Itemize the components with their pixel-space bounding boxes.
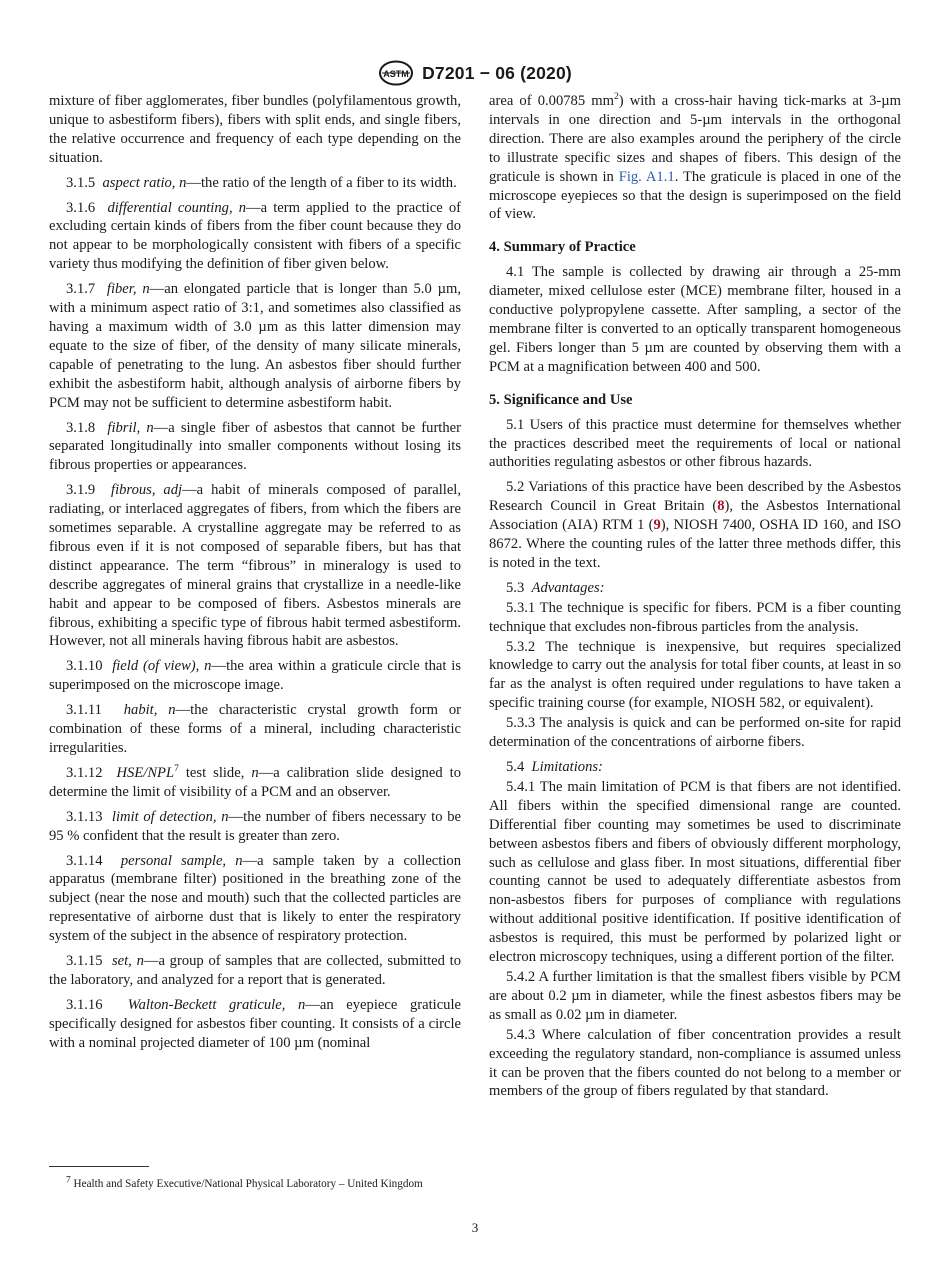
paragraph-5-4-3: 5.4.3 Where calculation of fiber concentration provides a result exceeding the regulatory standard, non-compliance is assumed unless it can be proven that the fibers counted do not belong to a member or members of the group of fibers regulated by that standard. — [489, 1026, 901, 1100]
paragraph-continued: mixture of fiber agglomerates, fiber bundles (polyfilamentous growth, unique to asbestiform fibers), fibers with split ends, and single fibers, the relative occurrence and frequency of each type depending on the situation. — [49, 93, 461, 166]
definition-3-1-12: 3.1.12 HSE/NPL$^7$ test slide, n—a calibration slide designed to determine the limit of visibility of a PCM and an observer. — [49, 764, 461, 800]
reference-link-8[interactable]: 8 — [717, 498, 725, 515]
left-column — [49, 92, 461, 1059]
paragraph-5-3: 5.3 Advantages: — [506, 579, 605, 596]
section-heading-5: 5. Significance and Use — [489, 391, 633, 408]
paragraph-5-2: 5.2 Variations of this practice have been described by the Asbestos Research Council in Great Britain (8), the Asbestos International Association (AIA) RTM 1 (9), NIOSH 7400, OSHA ID 160, and ISO 8672. Where the counting rules of the latter three methods differ, this is noted in the text. — [489, 479, 901, 571]
footnote: $^7$ Health and Safety Executive/National Physical Laboratory – United Kingdom — [66, 1175, 423, 1190]
definition-3-1-7: 3.1.7 fiber, n—an elongated particle that is longer than 5.0 µm, with a minimum aspect ratio of 3:1, and sometimes also classified as having a maximum width of 3.0 µm as this latter dimension may equate to the size of fiber, of the density of many silicate minerals, capable of penetrating to the lung. An asbestos fiber should further exhibit the asbestiform habit, although analysis of airborne fibers by PCM may not be sufficient to determine asbestiform habit. — [49, 281, 462, 411]
right-column — [489, 92, 901, 1102]
definition-3-1-16: 3.1.16 Walton-Beckett graticule, n—an eyepiece graticule specifically designed for asbestos fiber counting. It consists of a circle with a nominal projected diameter of 100 µm (nominal — [49, 996, 462, 1051]
definition-3-1-13: 3.1.13 limit of detection, n—the number of fibers necessary to be 95 % confident that the result is greater than zero. — [49, 808, 461, 844]
paragraph-5-4: 5.4 Limitations: — [506, 759, 603, 775]
paragraph-5-3-2: 5.3.2 The technique is inexpensive, but requires specialized knowledge to carry out the analysis for total fiber counts, at least in so far as the analyst is often required under regulations to have taken a specific training course (for example, NIOSH 582, or equivalent). — [489, 638, 901, 712]
paragraph-5-3-3: 5.3.3 The analysis is quick and can be performed on-site for rapid determination of the concentrations of airborne fibers. — [489, 715, 901, 751]
footnote-divider — [49, 1166, 149, 1167]
paragraph-5-4-2: 5.4.2 A further limitation is that the smallest fibers visible by PCM are about 0.2 µm in diameter, while the finest asbestos fibers may be as small as 0.02 µm in diameter. — [489, 968, 901, 1023]
svg-text:ASTM: ASTM — [383, 69, 409, 79]
figure-link[interactable]: Fig. A1.1 — [618, 168, 675, 185]
definition-3-1-10: 3.1.10 field (of view), n—the area within a graticule circle that is superimposed on the microscope image. — [49, 658, 461, 694]
paragraph-5-3-1: 5.3.1 The technique is specific for fibers. PCM is a fiber counting technique that excludes non-fibrous particles from the analysis. — [489, 599, 901, 635]
paragraph-continued: area of 0.00785 $mm^2$) with a cross-hair having tick-marks at 3-µm intervals in one direction and 5-µm intervals in the orthogonal direction. There are also examples around the periphery of the circle to illustrate specific sizes and shapes of fibers. This design of the graticule is shown in Fig. A1.1. The graticule is placed in one of the microscope eyepieces so that the design is superimposed on the field of view. — [489, 92, 901, 223]
definition-3-1-9: 3.1.9 fibrous, adj—a habit of minerals composed of parallel, radiating, or interlaced aggregates of fibers, from which the fibers are sometimes separable. A crystalline aggregate may be referred to as fibrous even if it is not composed of separable fibers, but has that distinct appearance. The term “fibrous” in mineralogy is used to describe aggregates of mineral grains that crystallize in a needle-like habit and appear to be composed of fibers. Asbestos minerals are fibrous, exhibiting a specific type of fibrous habit termed asbestiform. However, not all minerals having fibrous habit are asbestos. — [49, 482, 461, 650]
definition-3-1-11: 3.1.11 habit, n—the characteristic crystal growth form or combination of these forms of a mineral, including characteristic irregularities. — [49, 702, 462, 756]
paragraph-4-1: 4.1 The sample is collected by drawing air through a 25-mm diameter, mixed cellulose ester (MCE) membrane filter, housed in a conductive polypropylene cassette. After sampling, a sector of the membrane filter is converted to an optically transparent homogeneous gel. Fibers longer than 5 µm are counted by observing them with a PCM at a magnification between 400 and 500. — [489, 264, 901, 375]
definition-3-1-5: 3.1.5 aspect ratio, n—the ratio of the length of a fiber to its width. — [66, 174, 457, 191]
document-designation: D7201 − 06 (2020) — [422, 62, 572, 83]
definition-3-1-14: 3.1.14 personal sample, n—a sample taken by a collection apparatus (membrane filter) positioned in the breathing zone of the subject (near the nose and mouth) such that the collected particles are representative of airborne dust that is likely to enter the respiratory system of the subject in the absence of respiratory protection. — [49, 852, 461, 945]
reference-link-9[interactable]: 9 — [653, 517, 661, 534]
definition-3-1-15: 3.1.15 set, n—a group of samples that are collected, submitted to the laboratory, and analyzed for a report that is generated. — [49, 953, 461, 988]
astm-logo-icon — [378, 60, 414, 86]
footnote-ref: 7 — [174, 764, 179, 775]
definition-3-1-8: 3.1.8 fibril, n—a single fiber of asbestos that cannot be further separated longitudinally into smaller components without losing its fibrous properties or appearances. — [49, 419, 461, 474]
definition-3-1-6: 3.1.6 differential counting, n—a term applied to the practice of excluding certain kinds of fibers from the fiber count because they do not appear to be morphologically consistent with fibers of a specific variety thus modifying the definition of fiber given below. — [49, 199, 462, 273]
section-heading-4: 4. Summary of Practice — [489, 239, 636, 256]
paragraph-5-4-1: 5.4.1 The main limitation of PCM is that fibers are not identified. All fibers within the specified dimensional range are counted. Differential fiber counting may sometimes be used to discriminate between asbestos fibers and fibers of obviously different morphology, such as cellulose and glass fiber. In most situations, differential fiber counting cannot be used to adequately differentiate asbestos from non-asbestos fibers for purposes of compliance with regulations without additional positive identification. If positive identification of asbestos is required, this must be performed by polarized light or electron microscopy techniques, using a different portion of the filter. — [489, 778, 901, 966]
paragraph-5-1: 5.1 Users of this practice must determine for themselves whether the practices described meet the requirements of local or national authorities regulating asbestos or other fibrous hazards. — [489, 416, 901, 471]
page-header — [0, 60, 950, 86]
page-number: 3 — [471, 1220, 479, 1235]
